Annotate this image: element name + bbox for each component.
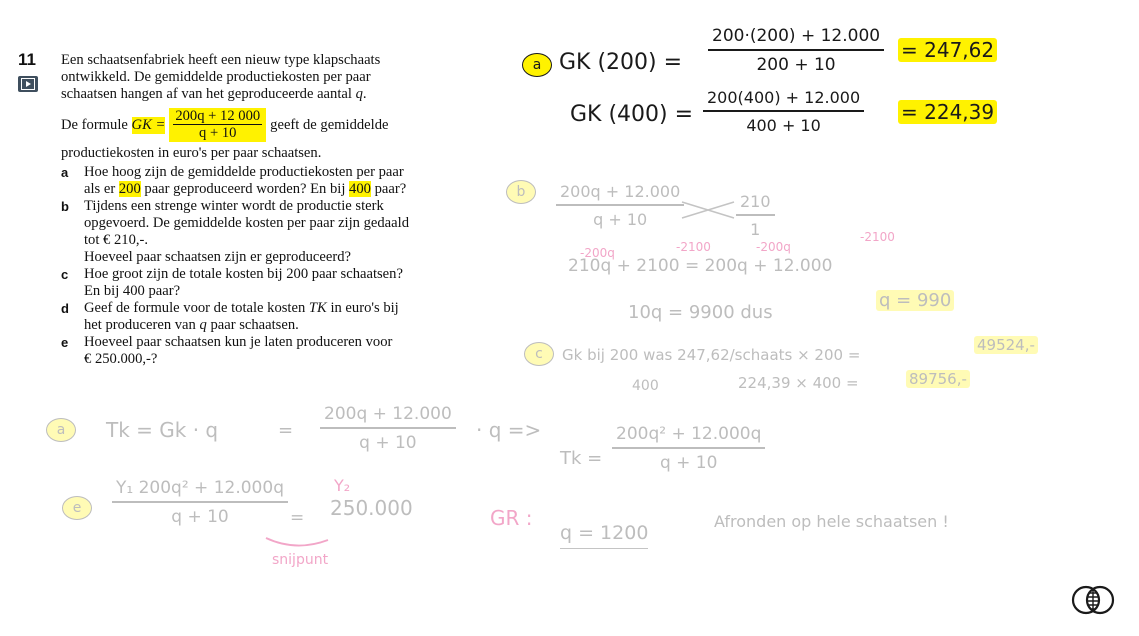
formula-outro: geeft de gemiddelde (270, 116, 389, 133)
question-d: d Geef de formule voor de totale kosten TK in euro's bij het produceren van q paar schaatsen. (61, 300, 399, 333)
formula-intro: De formule (61, 116, 128, 133)
hw-c-line-2: 224,39 × 400 = (738, 374, 859, 392)
hw-c-result-1: 49524,- (974, 336, 1038, 354)
hw-e-gr-answer: q = 1200 (560, 522, 648, 549)
intro-line-2: ontwikkeld. De gemiddelde productiekosten per paar (61, 69, 371, 85)
hw-d-tk-lhs: Tk = (560, 448, 603, 469)
formula-denominator: q + 10 (199, 125, 237, 141)
hw-c-label: c (524, 342, 554, 366)
hw-d-equals: = (278, 420, 294, 441)
hw-a-gk200-fraction: 200·(200) + 12.000 200 + 10 (708, 26, 884, 75)
hw-c-line-1b: 400 (632, 378, 659, 394)
intro-line-3: schaatsen hangen af van het geproduceerde aantal q. (61, 86, 367, 102)
hw-b-sub2: -2100 (676, 240, 711, 254)
hw-b-equation-2: 10q = 9900 dus (628, 302, 773, 323)
hw-a-gk400-fraction: 200(400) + 12.000 400 + 10 (703, 88, 864, 135)
hw-b-fraction: 200q + 12.000 q + 10 (556, 182, 684, 229)
hw-a-gk400-result: = 224,39 (898, 100, 997, 124)
question-list (61, 164, 501, 368)
play-video-icon (21, 78, 35, 90)
hw-c-result-2: 89756,- (906, 370, 970, 388)
hw-d-lhs: Tk = Gk · q (106, 418, 219, 442)
hw-e-y1-fraction: Y₁ 200q² + 12.000q q + 10 (112, 478, 288, 527)
play-video-button[interactable] (18, 76, 38, 92)
hw-e-intersection-arc (262, 534, 332, 552)
hw-d-fraction: 200q + 12.000 q + 10 (320, 404, 456, 453)
hw-a-label: a (522, 53, 552, 77)
hw-d-label: a (46, 418, 76, 442)
exercise-number: 11 (18, 50, 36, 69)
hw-e-y2-value: 250.000 (330, 496, 413, 520)
formula-line (61, 105, 501, 145)
hw-b-sub1: -200q (580, 246, 615, 260)
hw-e-note: Afronden op hele schaatsen ! (714, 512, 949, 531)
hw-b-answer: q = 990 (876, 290, 954, 311)
hw-b-rhs-fraction: 210 1 (736, 192, 775, 239)
highlight-400: 400 (349, 181, 371, 197)
question-a: a Hoe hoog zijn de gemiddelde productiekosten per paar als er 200 paar geproduceerd worden? En bij 400 paar? (61, 164, 407, 197)
formula-numerator: 200q + 12 000 (175, 108, 261, 124)
question-c: c Hoe groot zijn de totale kosten bij 200 paar schaatsen? En bij 400 paar? (61, 266, 403, 299)
hw-a-gk200-result: = 247,62 (898, 38, 997, 62)
hw-b-sub3: -200q (756, 240, 791, 254)
hw-e-snijpunt: snijpunt (272, 552, 329, 568)
hw-d-multiply: · q => (476, 418, 542, 442)
hw-e-y2-label: Y₂ (334, 476, 351, 495)
highlight-200: 200 (118, 181, 141, 197)
hw-b-sub4: -2100 (860, 230, 895, 244)
formula-lhs: GK = (131, 116, 166, 133)
question-e: e Hoeveel paar schaatsen kun je laten produceren voor € 250.000,-? (61, 334, 393, 367)
hw-e-equals: = (290, 508, 305, 528)
question-b: b Tijdens een strenge winter wordt de productie sterk opgevoerd. De gemiddelde kosten per paar zijn gedaald tot € 210,-. Hoeveel paar schaatsen zijn er geproduceerd? (61, 198, 409, 265)
hw-e-gr-label: GR : (490, 506, 533, 530)
hw-b-label: b (506, 180, 536, 204)
formula-line-2: productiekosten in euro's per paar schaatsen. (61, 145, 322, 161)
hw-e-label: e (62, 496, 92, 520)
hw-a-row2-lhs: GK (400) = (570, 102, 694, 127)
intro-line-1: Een schaatsenfabriek heeft een nieuw type klapschaats (61, 52, 381, 68)
exercise-text (61, 52, 501, 368)
hw-c-line-1: Gk bij 200 was 247,62/schaats × 200 = (562, 346, 861, 364)
hw-d-tk-fraction: 200q² + 12.000q q + 10 (612, 424, 765, 473)
formula-fraction (169, 108, 266, 142)
app-logo (1069, 584, 1117, 621)
hw-a-row1-lhs: a GK (200) = (522, 50, 682, 77)
hw-b-equation-1: 210q + 2100 = 200q + 12.000 (568, 256, 833, 276)
brand-logo-icon (1069, 584, 1117, 616)
hw-b-cross-multiply-arrows (678, 196, 740, 226)
